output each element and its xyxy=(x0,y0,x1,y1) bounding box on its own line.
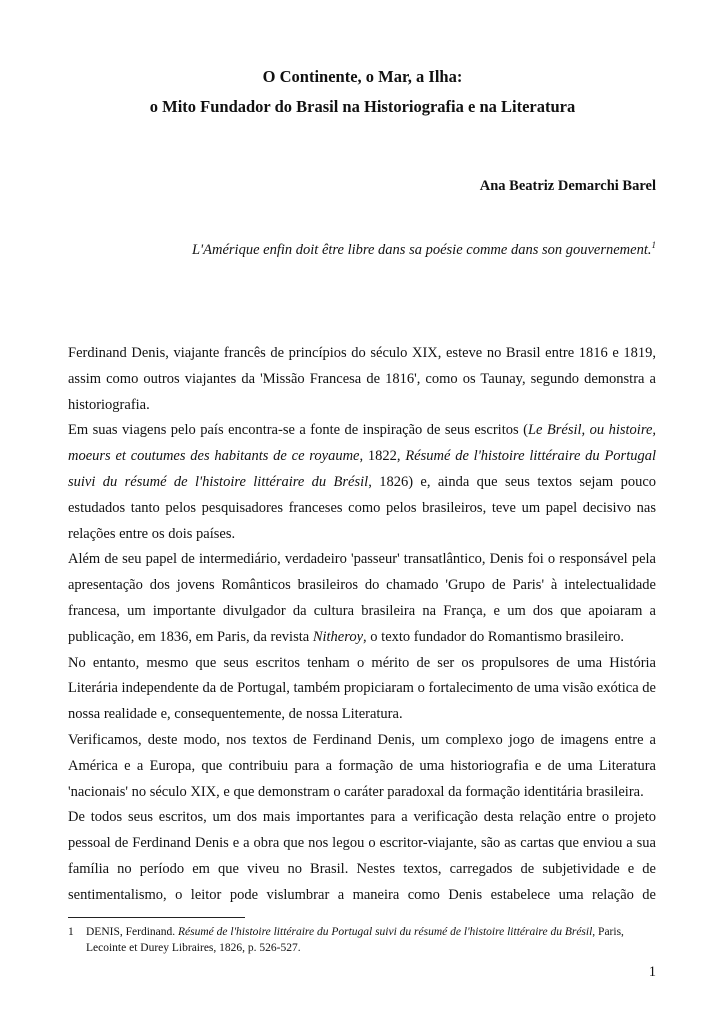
footnote-book-title: Résumé de l'histoire littéraire du Portugal suivi du résumé de l'histoire littéraire du Brésil xyxy=(178,926,593,938)
book-title-resume: Résumé de l'histoire littéraire du Portugal suivi du résumé de l'histoire littéraire du Brésil xyxy=(68,448,657,490)
page-number: 1 xyxy=(648,964,656,980)
paragraph-6: De todos seus escritos, um dos mais importantes para a verificação desta relação entre o projeto pessoal de Ferdinand Denis e a obra que nos legou o escritor-viajante, são as cartas que enviou a sua família no período em que viveu no Brasil. Nestes textos, carregados de subjetividade e de sentimentalismo, o leitor pode vislumbrar a maneira como Denis estabelece uma relação de xyxy=(68,809,656,903)
author-name: Ana Beatriz Demarchi Barel xyxy=(479,178,656,194)
epigraph-text: L'Amérique enfin doit être libre dans sa poésie comme dans son gouvernement. xyxy=(191,242,652,258)
paragraph-2-text: Em suas viagens pelo país encontra-se a fonte de inspiração de seus escritos ( xyxy=(68,422,528,439)
book-title-le-bresil: Le Brésil, ou histoire, moeurs et coutumes des habitants de ce royaume xyxy=(68,422,657,465)
footnote-separator xyxy=(68,917,245,918)
paragraph-3-text: , o texto fundador do Romantismo brasileiro. xyxy=(363,628,625,645)
paragraph-2-text: , 1822, xyxy=(359,448,406,465)
title-line-1: O Continente, o Mar, a Ilha: xyxy=(262,67,463,86)
paragraph-2-text: , 1826) e, ainda que seus textos sejam pouco estudados tanto pelos pesquisadores franceses como pelos brasileiros, teve um papel decisivo nas relações entre os dois países. xyxy=(68,473,657,542)
paragraph-5: Verificamos, deste modo, nos textos de Ferdinand Denis, um complexo jogo de imagens entre a América e a Europa, que contribuiu para a formação de uma historiografia e de uma Literatura 'nacionais' no século XIX, e que demonstram o caráter paradoxal da formação identitária brasileira. xyxy=(68,731,656,800)
footnote-author: DENIS, Ferdinand. xyxy=(86,926,178,938)
footnote-publisher: , Paris, Lecointe et Durey Libraires, 1826, p. 526-527. xyxy=(86,926,624,954)
paragraph-4: No entanto, mesmo que seus escritos tenham o mérito de ser os propulsores de uma História Literária independente da de Portugal, também propiciaram o fortalecimento de uma visão exótica de nossa realidade e, consequentemente, de nossa Literatura. xyxy=(68,654,656,723)
title-line-2: o Mito Fundador do Brasil na Historiografia e na Literatura xyxy=(149,97,576,116)
journal-title-nitheroy: Nitheroy xyxy=(312,628,364,645)
paragraph-2 xyxy=(68,418,656,547)
footnote-reference: 1 xyxy=(651,240,656,251)
footnote-text xyxy=(86,924,658,956)
paragraph-3-text: Além de seu papel de intermediário, verdadeiro 'passeur' transatlântico, Denis foi o responsável pela apresentação dos jovens Românticos brasileiros do chamado 'Grupo de Paris' à intelectualidade francesa, um importante divulgador da cultura brasileira na França, e um dos que apoiaram a publicação, em 1836, em Paris, da revista xyxy=(68,551,656,645)
body-text xyxy=(68,341,656,909)
epigraph xyxy=(192,242,656,259)
footnote xyxy=(68,924,658,956)
footnote-number: 1 xyxy=(68,926,74,938)
paragraph-1: Ferdinand Denis, viajante francês de princípios do século XIX, esteve no Brasil entre 1816 e 1819, assim como outros viajantes da 'Missão Francesa de 1816', como os Taunay, segundo demonstra a historiografia. xyxy=(68,345,656,413)
paragraph-3 xyxy=(68,547,656,650)
